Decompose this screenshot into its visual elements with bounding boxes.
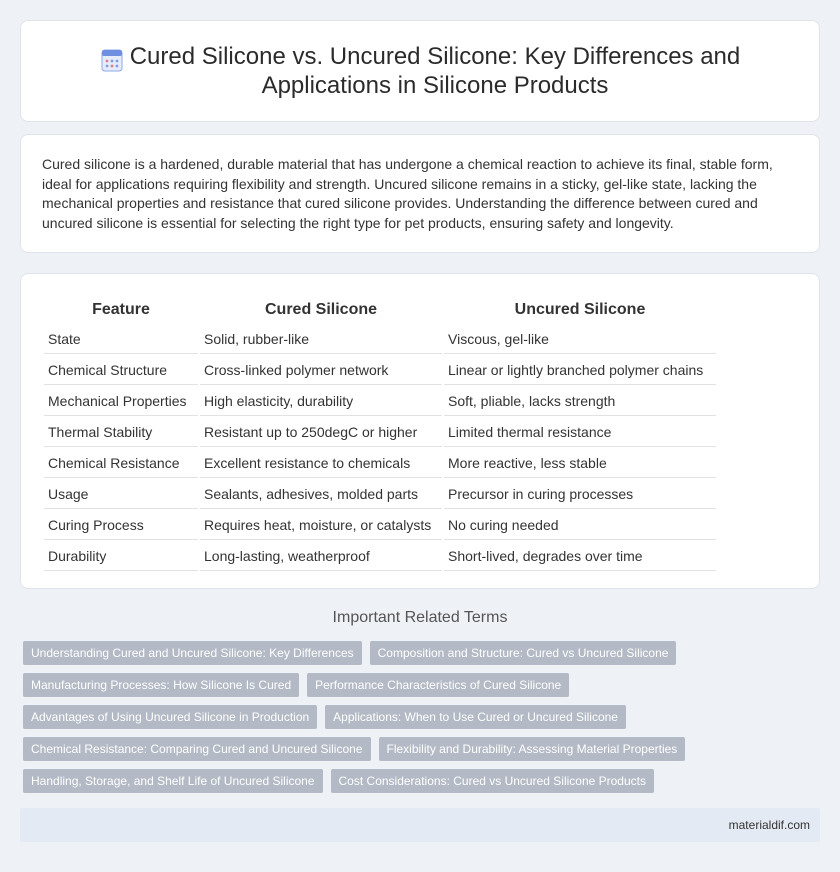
intro-card — [20, 134, 820, 253]
cured-cell: Solid, rubber-like — [200, 325, 442, 354]
column-header-feature: Feature — [92, 301, 150, 318]
table-row — [44, 356, 716, 385]
uncured-cell: Limited thermal resistance — [444, 418, 716, 447]
table-header-row — [44, 297, 716, 323]
related-terms-title: Important Related Terms — [332, 609, 508, 626]
column-header-cured: Cured Silicone — [264, 301, 378, 318]
related-term-tag[interactable]: Advantages of Using Uncured Silicone in Production — [23, 705, 317, 729]
cured-cell: Requires heat, moisture, or catalysts — [200, 511, 442, 540]
related-term-tag[interactable]: Cost Considerations: Cured vs Uncured Silicone Products — [331, 769, 654, 793]
footer — [20, 808, 820, 842]
cured-cell: High elasticity, durability — [200, 387, 442, 416]
feature-cell: Curing Process — [44, 511, 198, 540]
feature-cell: Chemical Structure — [44, 356, 198, 385]
table-row — [44, 418, 716, 447]
related-terms-list — [23, 641, 723, 793]
related-term-tag[interactable]: Understanding Cured and Uncured Silicone: Key Differences — [23, 641, 362, 665]
header-card — [20, 20, 820, 122]
table-row — [44, 542, 716, 571]
comparison-table-card — [20, 273, 820, 589]
related-term-tag[interactable]: Flexibility and Durability: Assessing Material Properties — [379, 737, 686, 761]
intro-paragraph: Cured silicone is a hardened, durable material that has undergone a chemical reaction to achieve its final, stable form, ideal for applications requiring flexibility and strength. Uncured silicone remains in a sticky, gel-like state, lacking the mechanical properties and resistance that cured silicone provides. Understanding the difference between cured and uncured silicone is essential for selecting the right type for pet products, ensuring safety and longevity. — [42, 156, 773, 231]
cured-cell: Cross-linked polymer network — [200, 356, 442, 385]
related-term-tag[interactable]: Manufacturing Processes: How Silicone Is Cured — [23, 673, 299, 697]
page-title: Cured Silicone vs. Uncured Silicone: Key Differences and Applications in Silicone Products — [129, 43, 741, 99]
table-row — [44, 449, 716, 478]
footer-site-link[interactable]: materialdif.com — [728, 818, 810, 832]
feature-cell: Mechanical Properties — [44, 387, 198, 416]
cured-cell: Long-lasting, weatherproof — [200, 542, 442, 571]
related-term-tag[interactable]: Composition and Structure: Cured vs Uncured Silicone — [370, 641, 677, 665]
cured-cell: Sealants, adhesives, molded parts — [200, 480, 442, 509]
related-term-tag[interactable]: Applications: When to Use Cured or Uncured Silicone — [325, 705, 626, 729]
uncured-cell: Soft, pliable, lacks strength — [444, 387, 716, 416]
feature-cell: Thermal Stability — [44, 418, 198, 447]
table-row — [44, 325, 716, 354]
column-header-uncured: Uncured Silicone — [514, 301, 646, 318]
cured-cell: Resistant up to 250degC or higher — [200, 418, 442, 447]
related-term-tag[interactable]: Handling, Storage, and Shelf Life of Uncured Silicone — [23, 769, 323, 793]
uncured-cell: Viscous, gel-like — [444, 325, 716, 354]
cured-cell: Excellent resistance to chemicals — [200, 449, 442, 478]
uncured-cell: Precursor in curing processes — [444, 480, 716, 509]
comparison-table — [42, 295, 718, 573]
related-term-tag[interactable]: Performance Characteristics of Cured Silicone — [307, 673, 569, 697]
related-term-tag[interactable]: Chemical Resistance: Comparing Cured and Uncured Silicone — [23, 737, 371, 761]
uncured-cell: More reactive, less stable — [444, 449, 716, 478]
table-row — [44, 511, 716, 540]
uncured-cell: No curing needed — [444, 511, 716, 540]
table-row — [44, 387, 716, 416]
feature-cell: Durability — [44, 542, 198, 571]
table-row — [44, 480, 716, 509]
feature-cell: State — [44, 325, 198, 354]
feature-cell: Chemical Resistance — [44, 449, 198, 478]
feature-cell: Usage — [44, 480, 198, 509]
uncured-cell: Short-lived, degrades over time — [444, 542, 716, 571]
uncured-cell: Linear or lightly branched polymer chains — [444, 356, 716, 385]
